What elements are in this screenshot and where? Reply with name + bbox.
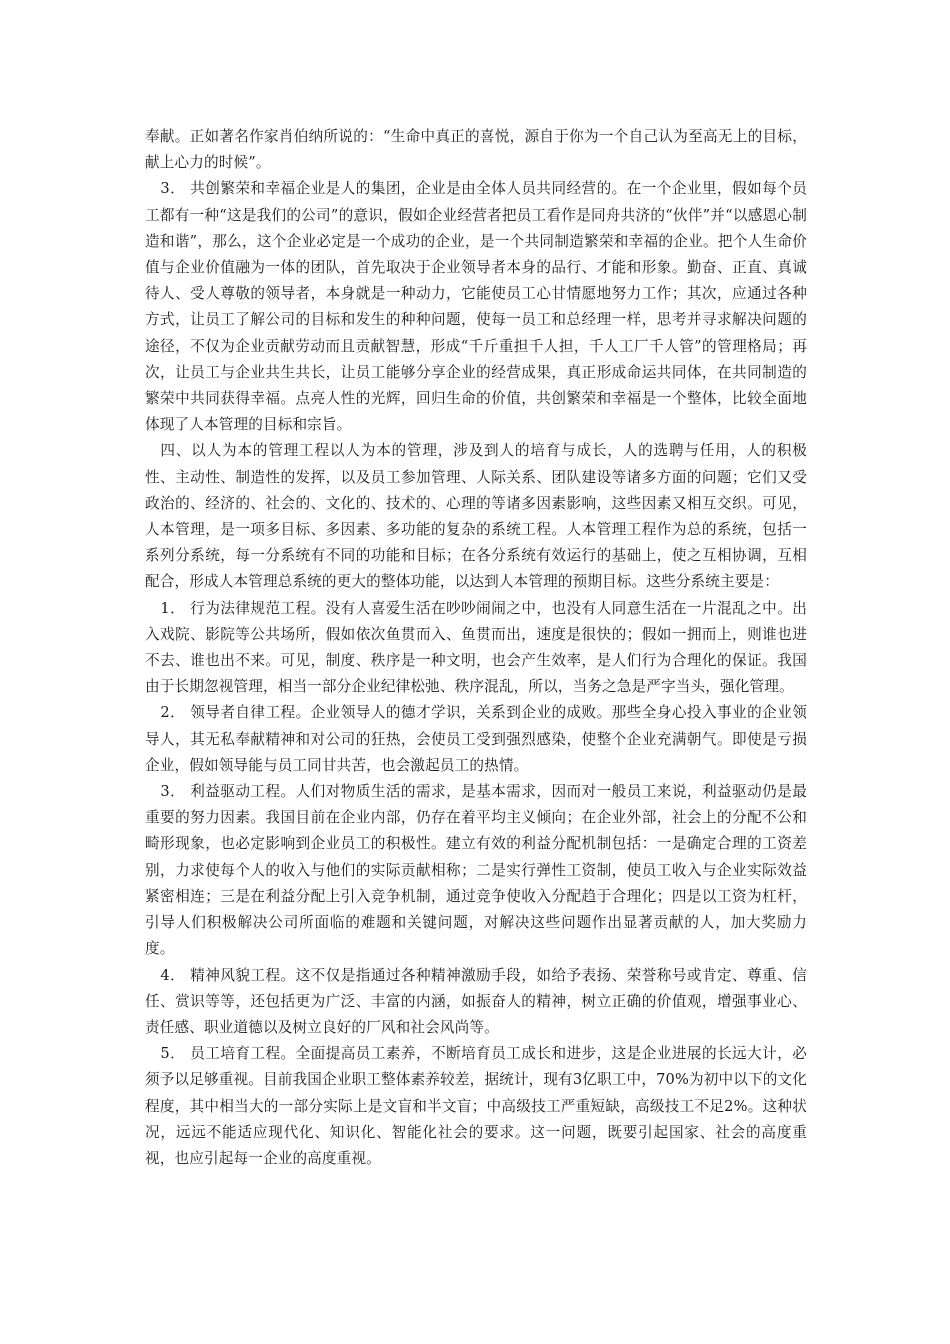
paragraph-section-4-heading: 四、以人为本的管理工程以人为本的管理，涉及到人的培育与成长，人的选聘与任用，人的积极性、主动性、制造性的发挥，以及员工参加管理、人际关系、团队建设等诸多方面的问题；它们又受政治的、经济的、社会的、文化的、技术的、心理的等诸多因素影响，这些因素又相互交织。可见，人本管理，是一项多目标、多因素、多功能的复杂的系统工程。人本管理工程作为总的系统，包括一系列分系统，每一分系统有不同的功能和目标；在各分系统有效运行的基础上，使之互相协调，互相配合，形成人本管理总系统的更大的整体功能，以达到人本管理的预期目标。这些分系统主要是： xyxy=(145,442,807,591)
paragraph-item-2-leader-discipline: 2． 领导者自律工程。企业领导人的德才学识，关系到企业的成败。那些全身心投入事业的企业领导人，其无私奉献精神和对公司的狂热，会使员工受到强烈感染，使整个企业充满朝气。即使是亏损企业，假如领导能与员工同甘共苦，也会激起员工的热情。 xyxy=(145,704,807,774)
paragraph-item-5-training: 5． 员工培育工程。全面提高员工素养，不断培育员工成长和进步，这是企业进展的长远大计，必须予以足够重视。目前我国企业职工整体素养较差，据统计，现有3亿职工中，70%为初中以下的文化程度，其中相当大的一部分实际上是文盲和半文盲；中高级技工严重短缺，高级技工不足2%。这种状况，远远不能适应现代化、知识化、智能化社会的要求。这一问题，既要引起国家、社会的高度重视，也应引起每一企业的高度重视。 xyxy=(145,1045,807,1167)
paragraph-item-1-behavior-norms: 1． 行为法律规范工程。没有人喜爱生活在吵吵闹闹之中，也没有人同意生活在一片混乱之中。出入戏院、影院等公共场所，假如依次鱼贯而入、鱼贯而出，速度是很快的；假如一拥而上，则谁也进不去、谁也出不来。可见，制度、秩序是一种文明，也会产生效率，是人们行为合理化的保证。我国由于长期忽视管理，相当一部分企业纪律松弛、秩序混乱，所以，当务之急是严字当头，强化管理。 xyxy=(145,599,807,696)
paragraph-item-4-spirit: 4． 精神风貌工程。这不仅是指通过各种精神激励手段，如给予表扬、荣誉称号或肯定、尊重、信任、赏识等等，还包括更为广泛、丰富的内涵，如振奋人的精神，树立正确的价值观，增强事业心、责任感、职业道德以及树立良好的厂风和社会风尚等。 xyxy=(145,966,807,1036)
paragraph-item-3-interest-driven: 3． 利益驱动工程。人们对物质生活的需求，是基本需求，因而对一般员工来说，利益驱动仍是最重要的努力因素。我国目前在企业内部，仍存在着平均主义倾向；在企业外部，社会上的分配不公和畸形现象，也必定影响到企业员工的积极性。建立有效的利益分配机制包括：一是确定合理的工资差别，力求使每个人的收入与他们的实际贡献相称；二是实行弹性工资制，使员工收入与企业实际效益紧密相连；三是在利益分配上引入竞争机制，通过竞争使收入分配趋于合理化；四是以工资为杠杆，引导人们积极解决公司所面临的难题和关键问题，对解决这些问题作出显著贡献的人，加大奖励力度。 xyxy=(145,783,807,958)
paragraph-continuation: 奉献。正如著名作家肖伯纳所说的：“生命中真正的喜悦，源自于你为一个自己认为至高无上的目标，献上心力的时候”。 xyxy=(145,128,807,172)
document-body xyxy=(145,124,807,1172)
paragraph-item-3-shared-prosperity: 3． 共创繁荣和幸福企业是人的集团，企业是由全体人员共同经营的。在一个企业里，假如每个员工都有一种“这是我们的公司”的意识，假如企业经营者把员工看作是同舟共济的“伙伴”并“以感恩心制造和谐”，那么，这个企业必定是一个成功的企业，是一个共同制造繁荣和幸福的企业。把个人生命价值与企业价值融为一体的团队，首先取决于企业领导者本身的品行、才能和形象。勤奋、正直、真诚待人、受人尊敬的领导者，本身就是一种动力，它能使员工心甘情愿地努力工作；其次，应通过各种方式，让员工了解公司的目标和发生的种种问题，使每一员工和总经理一样，思考并寻求解决问题的途径，不仅为企业贡献劳动而且贡献智慧，形成“千斤重担千人担，千人工厂千人管”的管理格局；再次，让员工与企业共生共长，让员工能够分享企业的经营成果，真正形成命运共同体，在共同制造的繁荣中共同获得幸福。点亮人性的光辉，回归生命的价值，共创繁荣和幸福是一个整体，比较全面地体现了人本管理的目标和宗旨。 xyxy=(145,180,807,434)
